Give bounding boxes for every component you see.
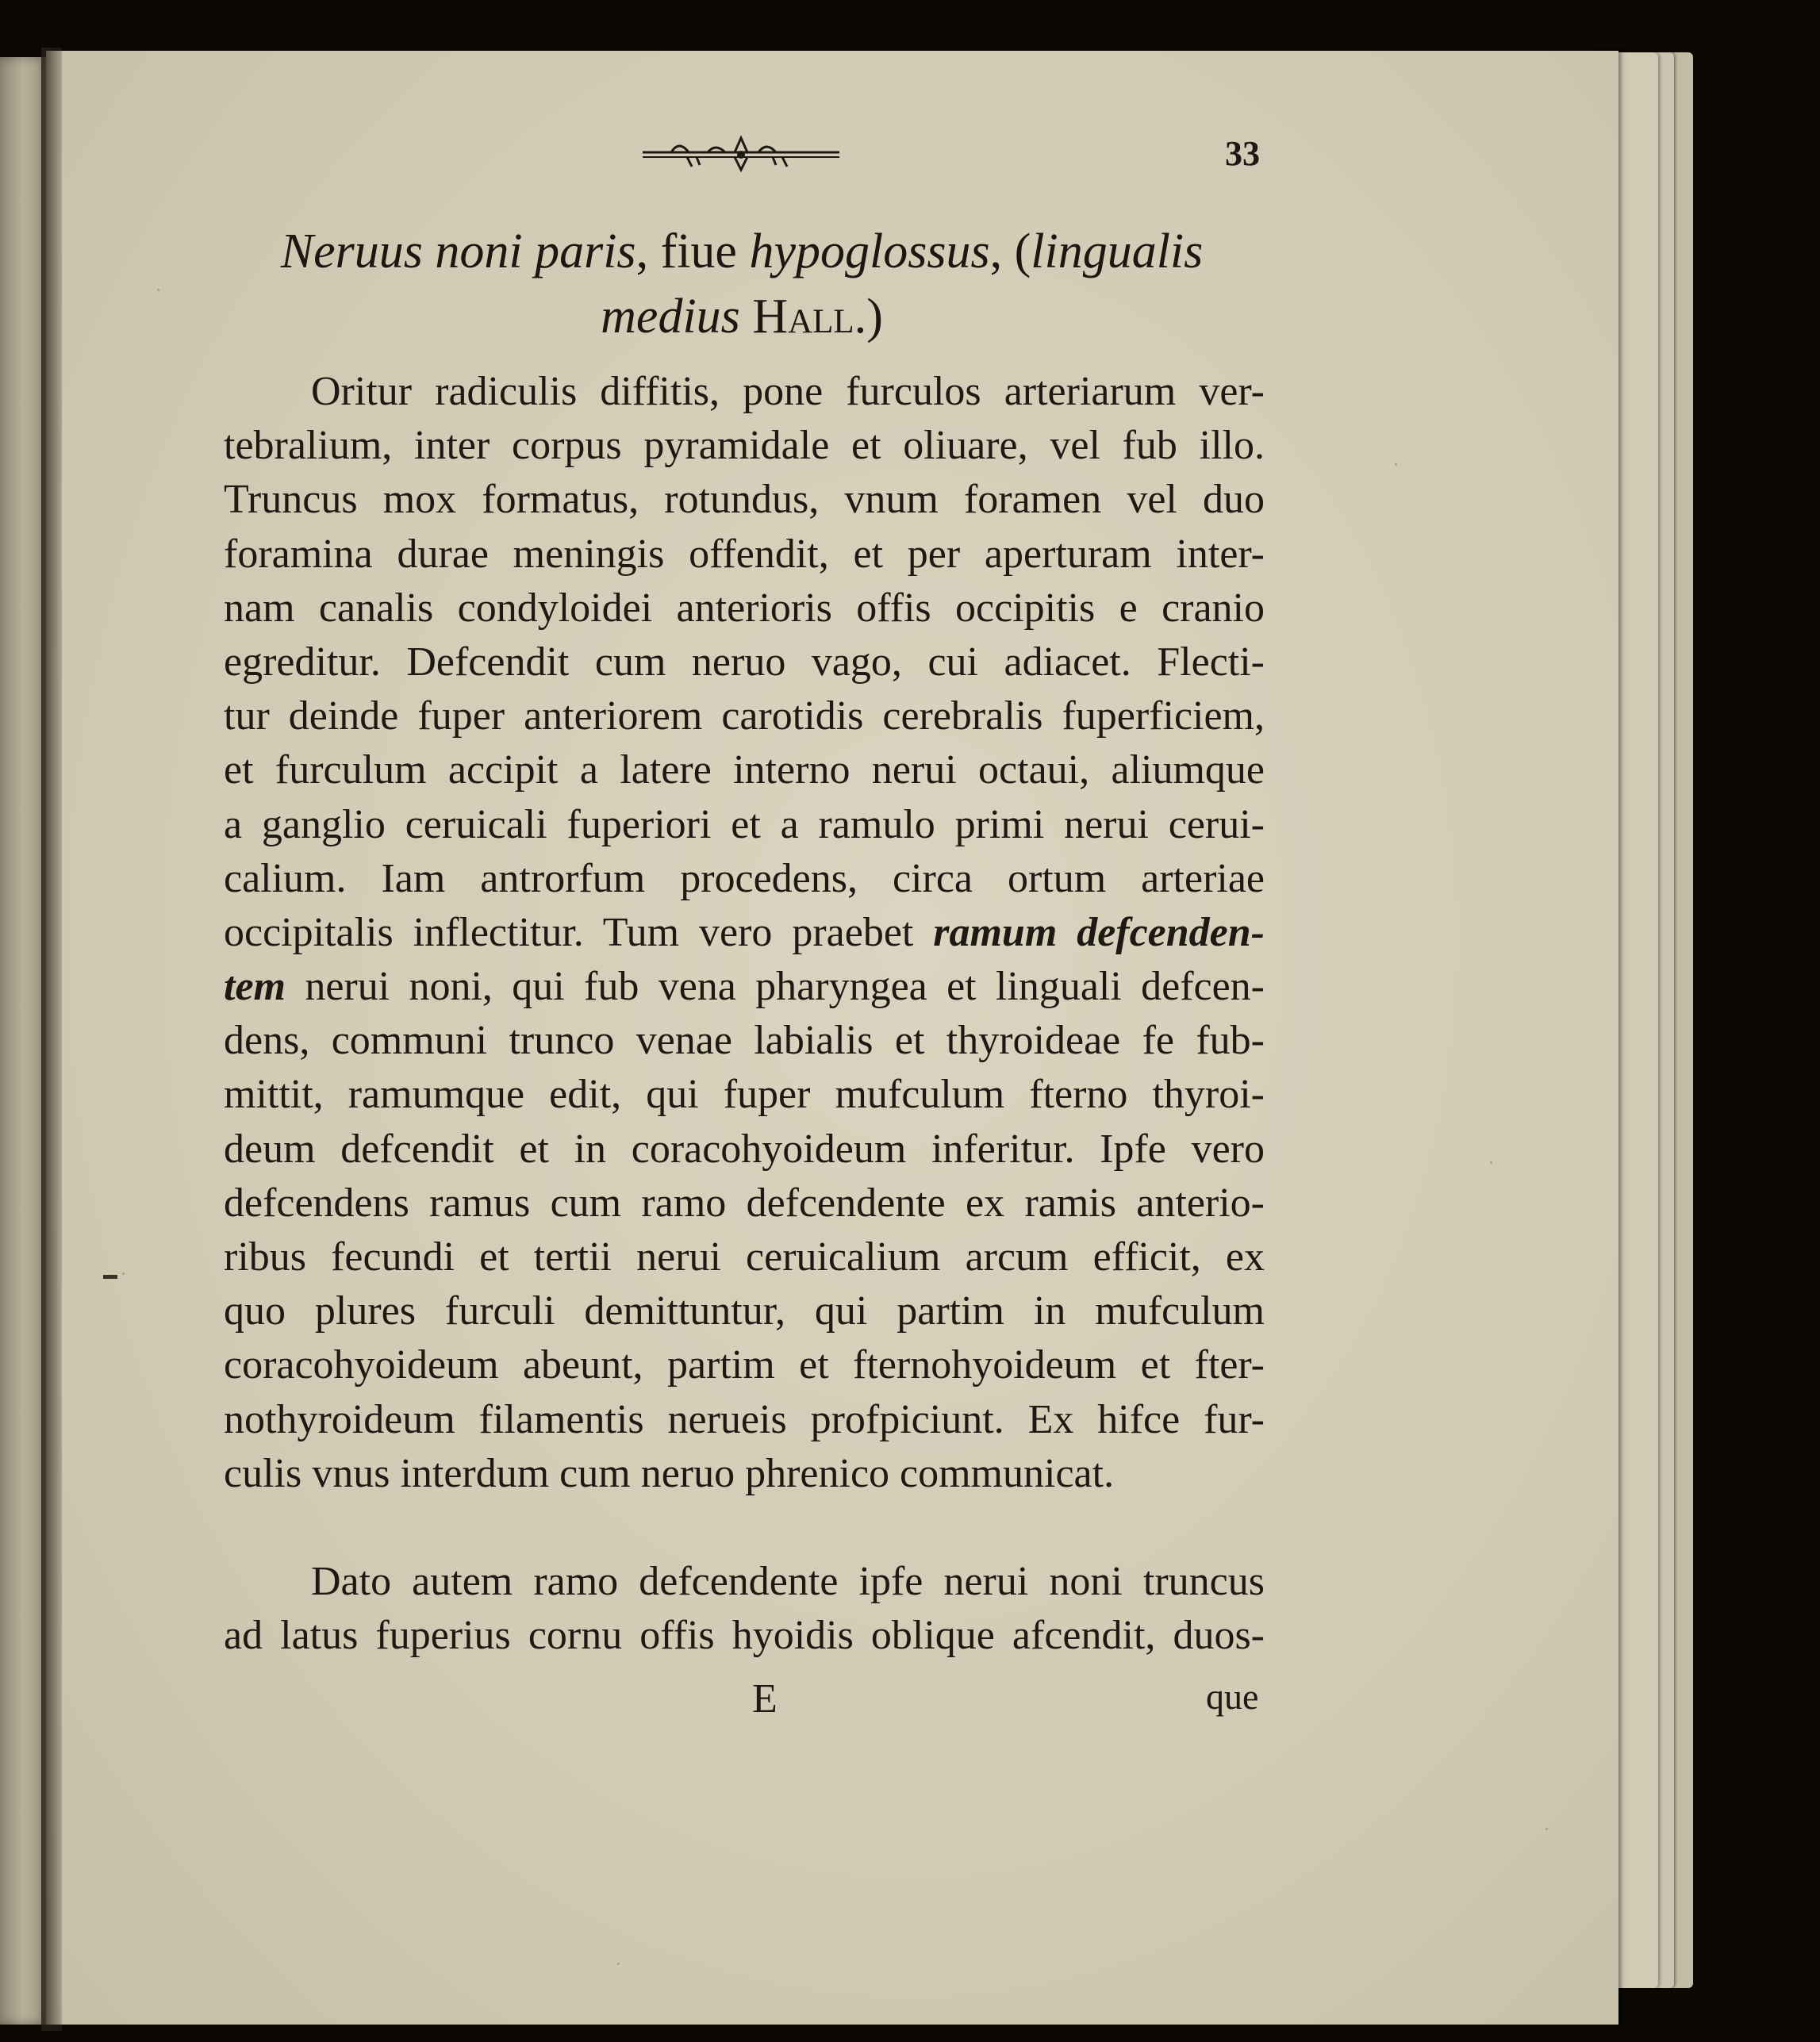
text-line: culis vnus interdum cum neruo phrenico communicat. xyxy=(224,1450,1115,1496)
text-line: et furculum accipit a latere interno nerui octaui, aliumque xyxy=(224,747,1265,793)
signature-mark: E xyxy=(752,1676,778,1721)
text-line: tur deinde fuper anteriorem carotidis cerebralis fuperficiem, xyxy=(224,693,1265,739)
ink-mark xyxy=(103,1275,117,1279)
text-line: tebralium, inter corpus pyramidale et oliuare, vel fub illo. xyxy=(224,423,1265,469)
text-line: ribus fecundi et tertii nerui ceruicalium arcum efficit, ex xyxy=(224,1234,1265,1280)
text-line: foramina durae meningis offendit, et per aperturam inter- xyxy=(224,531,1265,577)
body-paragraph-2 xyxy=(224,1555,1265,1663)
text-line: tem nerui noni, qui fub vena pharyngea et linguali defcen- xyxy=(224,964,1265,1010)
text-line: defcendens ramus cum ramo defcendente ex ramis anterio- xyxy=(224,1180,1265,1226)
text-line: a ganglio ceruicali fuperiori et a ramulo primi nerui cerui- xyxy=(224,801,1265,847)
section-heading-line-2: medius Hall.) xyxy=(601,290,883,344)
catchword: que xyxy=(1206,1676,1259,1717)
section-heading-line-1: Neruus noni paris, fiue hypoglossus, (lingualis xyxy=(280,225,1204,278)
text-line: nothyroideum filamentis nerueis profpiciunt. Ex hifce fur- xyxy=(224,1396,1265,1442)
text-line: mittit, ramumque edit, qui fuper mufculum fterno thyroi- xyxy=(224,1072,1265,1118)
body-paragraph-1 xyxy=(224,365,1265,1501)
text-line: Dato autem ramo defcendente ipfe nerui noni truncus xyxy=(311,1559,1265,1604)
text-line: deum defcendit et in coracohyoideum inferitur. Ipfe vero xyxy=(224,1126,1265,1172)
text-line: calium. Iam antrorfum procedens, circa ortum arteriae xyxy=(224,855,1265,901)
text-line: occipitalis inflectitur. Tum vero praebet ramum defcenden- xyxy=(224,909,1265,955)
text-line: coracohyoideum abeunt, partim et fternohyoideum et fter- xyxy=(224,1342,1265,1388)
text-line: Oritur radiculis diffitis, pone furculos arteriarum ver- xyxy=(311,369,1265,414)
text-line: egreditur. Defcendit cum neruo vago, cui adiacet. Flecti- xyxy=(224,639,1265,685)
text-line: dens, communi trunco venae labialis et thyroideae fe fub- xyxy=(224,1018,1265,1064)
headpiece-ornament xyxy=(639,135,843,173)
text-line: ad latus fuperius cornu offis hyoidis oblique afcendit, duos- xyxy=(224,1613,1265,1659)
text-line: nam canalis condyloidei anterioris offis occipitis e cranio xyxy=(224,585,1265,631)
text-line: Truncus mox formatus, rotundus, vnum foramen vel duo xyxy=(224,477,1265,523)
book-gutter xyxy=(41,48,62,2031)
text-line: quo plures furculi demittuntur, qui partim in mufculum xyxy=(224,1288,1265,1334)
page-number: 33 xyxy=(1225,134,1260,173)
